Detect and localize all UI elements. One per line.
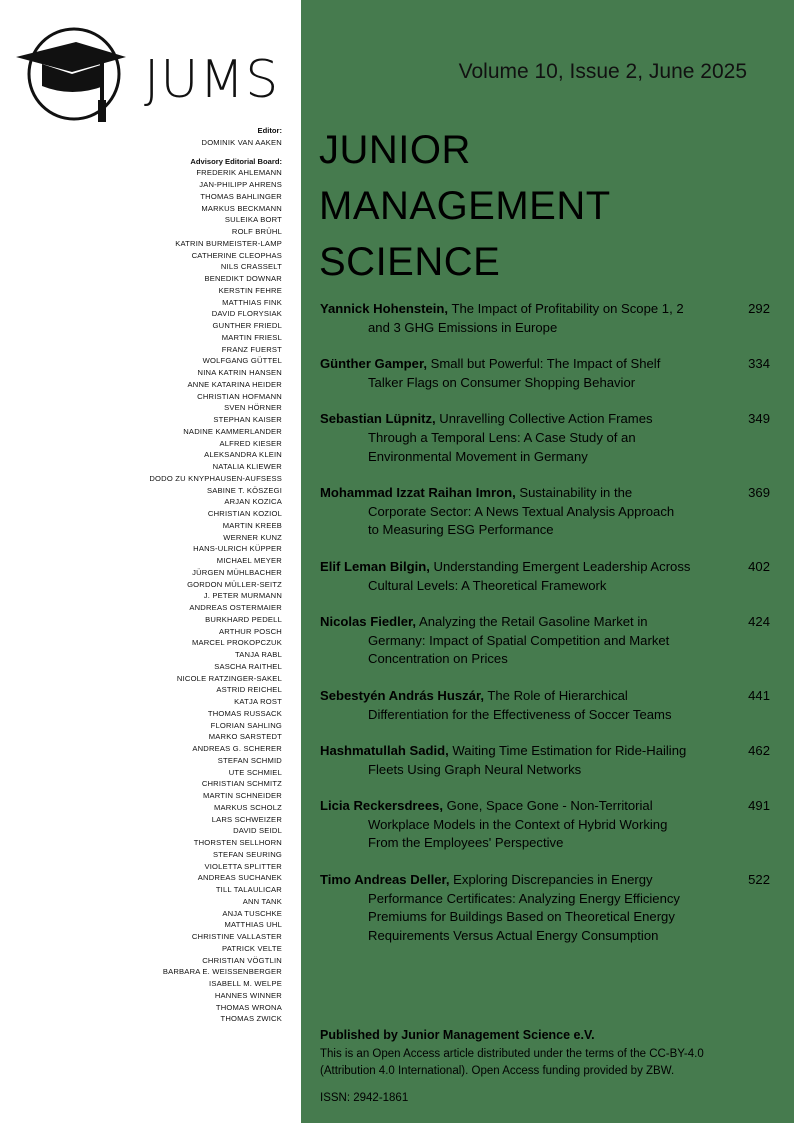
board-member: SABINE T. KÖSZEGI: [207, 485, 282, 495]
board-member: THOMAS ZWICK: [220, 1014, 282, 1024]
publisher: Published by Junior Management Science e.V.: [320, 1028, 595, 1042]
toc-first-line: [320, 410, 740, 429]
toc-title-continued: Talker Flags on Consumer Shopping Behavior: [368, 374, 636, 390]
logo-text: JUMS: [144, 50, 280, 110]
toc-title-continued: Environmental Movement in Germany: [368, 448, 588, 464]
toc-title-continued: to Measuring ESG Performance: [368, 522, 554, 538]
toc-title-continued: Requirements Versus Actual Energy Consumption: [368, 927, 659, 943]
board-member: KATRIN BURMEISTER-LAMP: [175, 238, 282, 248]
toc-title: Unravelling Collective Action Frames: [435, 411, 653, 427]
board-member: FLORIAN SAHLING: [210, 720, 282, 730]
board-member: NINA KATRIN HANSEN: [197, 368, 282, 377]
toc-entry[interactable]: [320, 300, 770, 337]
board-member: WERNER KUNZ: [223, 532, 282, 542]
cover-panel: [301, 0, 794, 1123]
toc-author: Elif Leman Bilgin,: [320, 558, 430, 574]
toc-title: The Impact of Profitability on Scope 1, 2: [448, 301, 684, 316]
board-member: CHRISTIAN SCHMITZ: [201, 779, 282, 789]
toc-title-continued: Premiums for Buildings Based on Theoretical Energy: [368, 909, 675, 925]
board-member: GUNTHER FRIEDL: [212, 321, 282, 330]
board-member: THOMAS BAHLINGER: [200, 191, 282, 201]
board-member: DAVID FLORYSIAK: [211, 309, 282, 319]
toc-first-line: [320, 742, 740, 761]
toc-page-number: 334: [748, 356, 770, 372]
toc-first-line: [320, 355, 740, 374]
toc-title-continued: Corporate Sector: A News Textual Analysis Approach: [368, 503, 675, 519]
editor-label: Editor:: [257, 126, 282, 135]
toc-author: Yannick Hohenstein,: [320, 301, 449, 316]
board-member: MARKUS SCHOLZ: [214, 802, 282, 812]
toc-title-continued: Fleets Using Graph Neural Networks: [368, 761, 582, 777]
toc-first-line: [320, 797, 740, 816]
advisory-members: [12, 167, 282, 1025]
toc-entry[interactable]: [320, 797, 770, 853]
toc-title-continued: From the Employees' Perspective: [368, 835, 564, 851]
board-member: ANDREAS G. SCHERER: [192, 744, 282, 753]
board-member: MICHAEL MEYER: [216, 556, 282, 565]
board-member: MARTIN SCHNEIDER: [202, 791, 282, 800]
board-member: NILS CRASSELT: [220, 262, 282, 272]
title-line: SCIENCE: [319, 240, 501, 284]
toc-title-continued: Concentration on Prices: [368, 651, 508, 667]
board-member: CHRISTIAN VÖGTLIN: [202, 955, 282, 965]
board-member: HANS-ULRICH KÜPPER: [193, 544, 282, 554]
license-line: (Attribution 4.0 International). Open Access funding provided by ZBW.: [320, 1065, 675, 1077]
board-member: STEFAN SCHMID: [217, 755, 282, 765]
board-member: ARJAN KOZICA: [224, 497, 282, 507]
board-member: NATALIA KLIEWER: [212, 462, 282, 471]
journal-title: [319, 122, 611, 290]
toc-page-number: 349: [748, 411, 770, 427]
title-line: MANAGEMENT: [319, 184, 611, 228]
board-member: TANJA RABL: [234, 650, 282, 659]
editor-name: DOMINIK VAN AAKEN: [201, 137, 282, 147]
board-member: CATHERINE CLEOPHAS: [191, 250, 282, 260]
board-member: ANN TANK: [242, 896, 282, 906]
toc-first-line: [320, 484, 740, 503]
toc-first-line: [320, 687, 740, 706]
board-member: THOMAS RUSSACK: [207, 708, 282, 718]
board-member: DAVID SEIDL: [233, 826, 282, 836]
board-member: JAN-PHILIPP AHRENS: [199, 180, 282, 189]
volume-issue: Volume 10, Issue 2, June 2025: [458, 60, 747, 83]
board-member: GORDON MÜLLER-SEITZ: [187, 579, 282, 589]
board-member: BURKHARD PEDELL: [205, 614, 282, 624]
board-member: THORSTEN SELLHORN: [193, 838, 282, 847]
board-member: MATTHIAS UHL: [224, 920, 282, 930]
board-member: MARCEL PROKOPCZUK: [191, 638, 282, 648]
board-member: ISABELL M. WELPE: [209, 979, 282, 988]
toc-title-continued: Differentiation for the Effectiveness of Soccer Teams: [368, 706, 672, 722]
toc-entry[interactable]: [320, 484, 770, 540]
toc-author: Mohammad Izzat Raihan Imron,: [320, 485, 516, 501]
board-member: ALEKSANDRA KLEIN: [204, 450, 282, 460]
toc-entry[interactable]: [320, 558, 770, 595]
board-member: CHRISTIAN HOFMANN: [197, 391, 282, 401]
board-member: NICOLE RATZINGER-SAKEL: [176, 673, 282, 683]
toc-author: Licia Reckersdrees,: [320, 798, 444, 814]
toc-title-continued: Workplace Models in the Context of Hybrid Working: [368, 816, 668, 832]
board-member: ASTRID REICHEL: [216, 685, 282, 695]
toc-page-number: 292: [748, 301, 770, 316]
toc-title: Small but Powerful: The Impact of Shelf: [426, 356, 661, 372]
toc-author: Sebastian Lüpnitz,: [320, 411, 436, 427]
board-member: CHRISTINE VALLASTER: [191, 932, 282, 941]
toc-page-number: 441: [748, 687, 770, 703]
board-member: TILL TALAULICAR: [215, 885, 282, 894]
toc-entry[interactable]: [320, 687, 770, 724]
board-member: HANNES WINNER: [214, 990, 282, 1000]
toc-author: Günther Gamper,: [320, 356, 427, 372]
board-member: ANDREAS SUCHANEK: [197, 873, 282, 883]
toc-page-number: 462: [748, 743, 770, 759]
board-member: DODO ZU KNYPHAUSEN-AUFSESS: [149, 473, 282, 483]
board-member: MATTHIAS FINK: [222, 297, 282, 307]
toc-page-number: 402: [748, 558, 770, 574]
board-member: ANDREAS OSTERMAIER: [189, 603, 282, 612]
toc-title: Understanding Emergent Leadership Across: [429, 558, 691, 574]
board-member: MARKUS BECKMANN: [201, 203, 282, 213]
toc-page-number: 491: [748, 798, 770, 814]
toc-title: Gone, Space Gone - Non-Territorial: [443, 798, 653, 814]
board-member: J. PETER MURMANN: [203, 591, 282, 601]
toc-first-line: [320, 613, 740, 632]
board-member: SVEN HÖRNER: [224, 403, 282, 413]
toc-title-continued: Germany: Impact of Spatial Competition and Market: [368, 632, 670, 648]
toc-title-continued: Cultural Levels: A Theoretical Framework: [368, 577, 607, 593]
toc-author: Sebestyén András Huszár,: [320, 687, 484, 703]
table-of-contents: [320, 300, 770, 963]
board-member: ARTHUR POSCH: [218, 626, 282, 636]
board-member: KATJA ROST: [234, 697, 282, 706]
graduation-cap-icon: [14, 24, 134, 124]
board-member: MARTIN FRIESL: [221, 332, 282, 342]
license-line: This is an Open Access article distributed under the terms of the CC-BY-4.0: [320, 1047, 704, 1060]
board-member: BENEDIKT DOWNAR: [204, 274, 282, 283]
toc-title: Analyzing the Retail Gasoline Market in: [416, 614, 648, 630]
board-member: SASCHA RAITHEL: [214, 661, 282, 671]
board-member: JÜRGEN MÜHLBACHER: [192, 567, 282, 577]
toc-first-line: [320, 300, 740, 319]
toc-title-continued: and 3 GHG Emissions in Europe: [368, 319, 558, 335]
toc-entry[interactable]: [320, 355, 770, 392]
toc-author: Timo Andreas Deller,: [320, 872, 450, 888]
toc-title: Waiting Time Estimation for Ride-Hailing: [448, 743, 687, 759]
toc-title: The Role of Hierarchical: [483, 687, 628, 703]
advisory-label: Advisory Editorial Board:: [190, 156, 282, 166]
board-member: THOMAS WRONA: [215, 1002, 282, 1012]
board-member: MARKO SARSTEDT: [208, 732, 282, 742]
board-member: STEPHAN KAISER: [213, 415, 282, 424]
toc-title: Exploring Discrepancies in Energy: [449, 872, 653, 888]
toc-entry[interactable]: [320, 613, 770, 669]
board-member: STEFAN SEURING: [212, 849, 282, 859]
board-member: LARS SCHWEIZER: [211, 814, 282, 824]
journal-logo: [14, 24, 294, 124]
toc-title: Sustainability in the: [515, 485, 633, 501]
board-member: ANNE KATARINA HEIDER: [187, 379, 282, 389]
toc-author: Nicolas Fiedler,: [320, 614, 417, 630]
board-member: CHRISTIAN KOZIOL: [207, 509, 282, 518]
issn: ISSN: 2942-1861: [320, 1092, 409, 1104]
board-member: UTE SCHMIEL: [228, 767, 282, 777]
publisher-note: [320, 1027, 780, 1081]
toc-entry[interactable]: [320, 410, 770, 466]
board-member: BARBARA E. WEISSENBERGER: [162, 967, 282, 977]
board-member: NADINE KAMMERLANDER: [183, 426, 282, 436]
toc-page-number: 522: [748, 872, 770, 888]
board-member: VIOLETTA SPLITTER: [204, 861, 282, 871]
title-line: JUNIOR: [319, 128, 471, 172]
toc-title-continued: Performance Certificates: Analyzing Energy Efficiency: [368, 890, 680, 906]
board-member: FRANZ FUERST: [221, 344, 282, 354]
left-column: [0, 0, 301, 1123]
toc-title-continued: Through a Temporal Lens: A Case Study of an: [368, 429, 636, 445]
toc-author: Hashmatullah Sadid,: [320, 743, 449, 759]
board-member: FREDERIK AHLEMANN: [196, 168, 282, 178]
board-member: MARTIN KREEB: [222, 520, 282, 530]
toc-entry[interactable]: [320, 871, 770, 945]
board-member: WOLFGANG GÜTTEL: [202, 356, 282, 366]
board-member: KERSTIN FEHRE: [218, 285, 282, 295]
editorial-board: [12, 125, 282, 1025]
toc-page-number: 369: [748, 485, 770, 501]
board-member: PATRICK VELTE: [222, 943, 282, 953]
board-member: ROLF BRÜHL: [231, 227, 282, 236]
board-member: ANJA TUSCHKE: [222, 908, 282, 918]
toc-first-line: [320, 558, 740, 577]
toc-entry[interactable]: [320, 742, 770, 779]
toc-first-line: [320, 871, 740, 890]
board-member: SULEIKA BORT: [224, 215, 282, 225]
toc-page-number: 424: [748, 614, 770, 630]
board-member: ALFRED KIESER: [219, 438, 282, 448]
